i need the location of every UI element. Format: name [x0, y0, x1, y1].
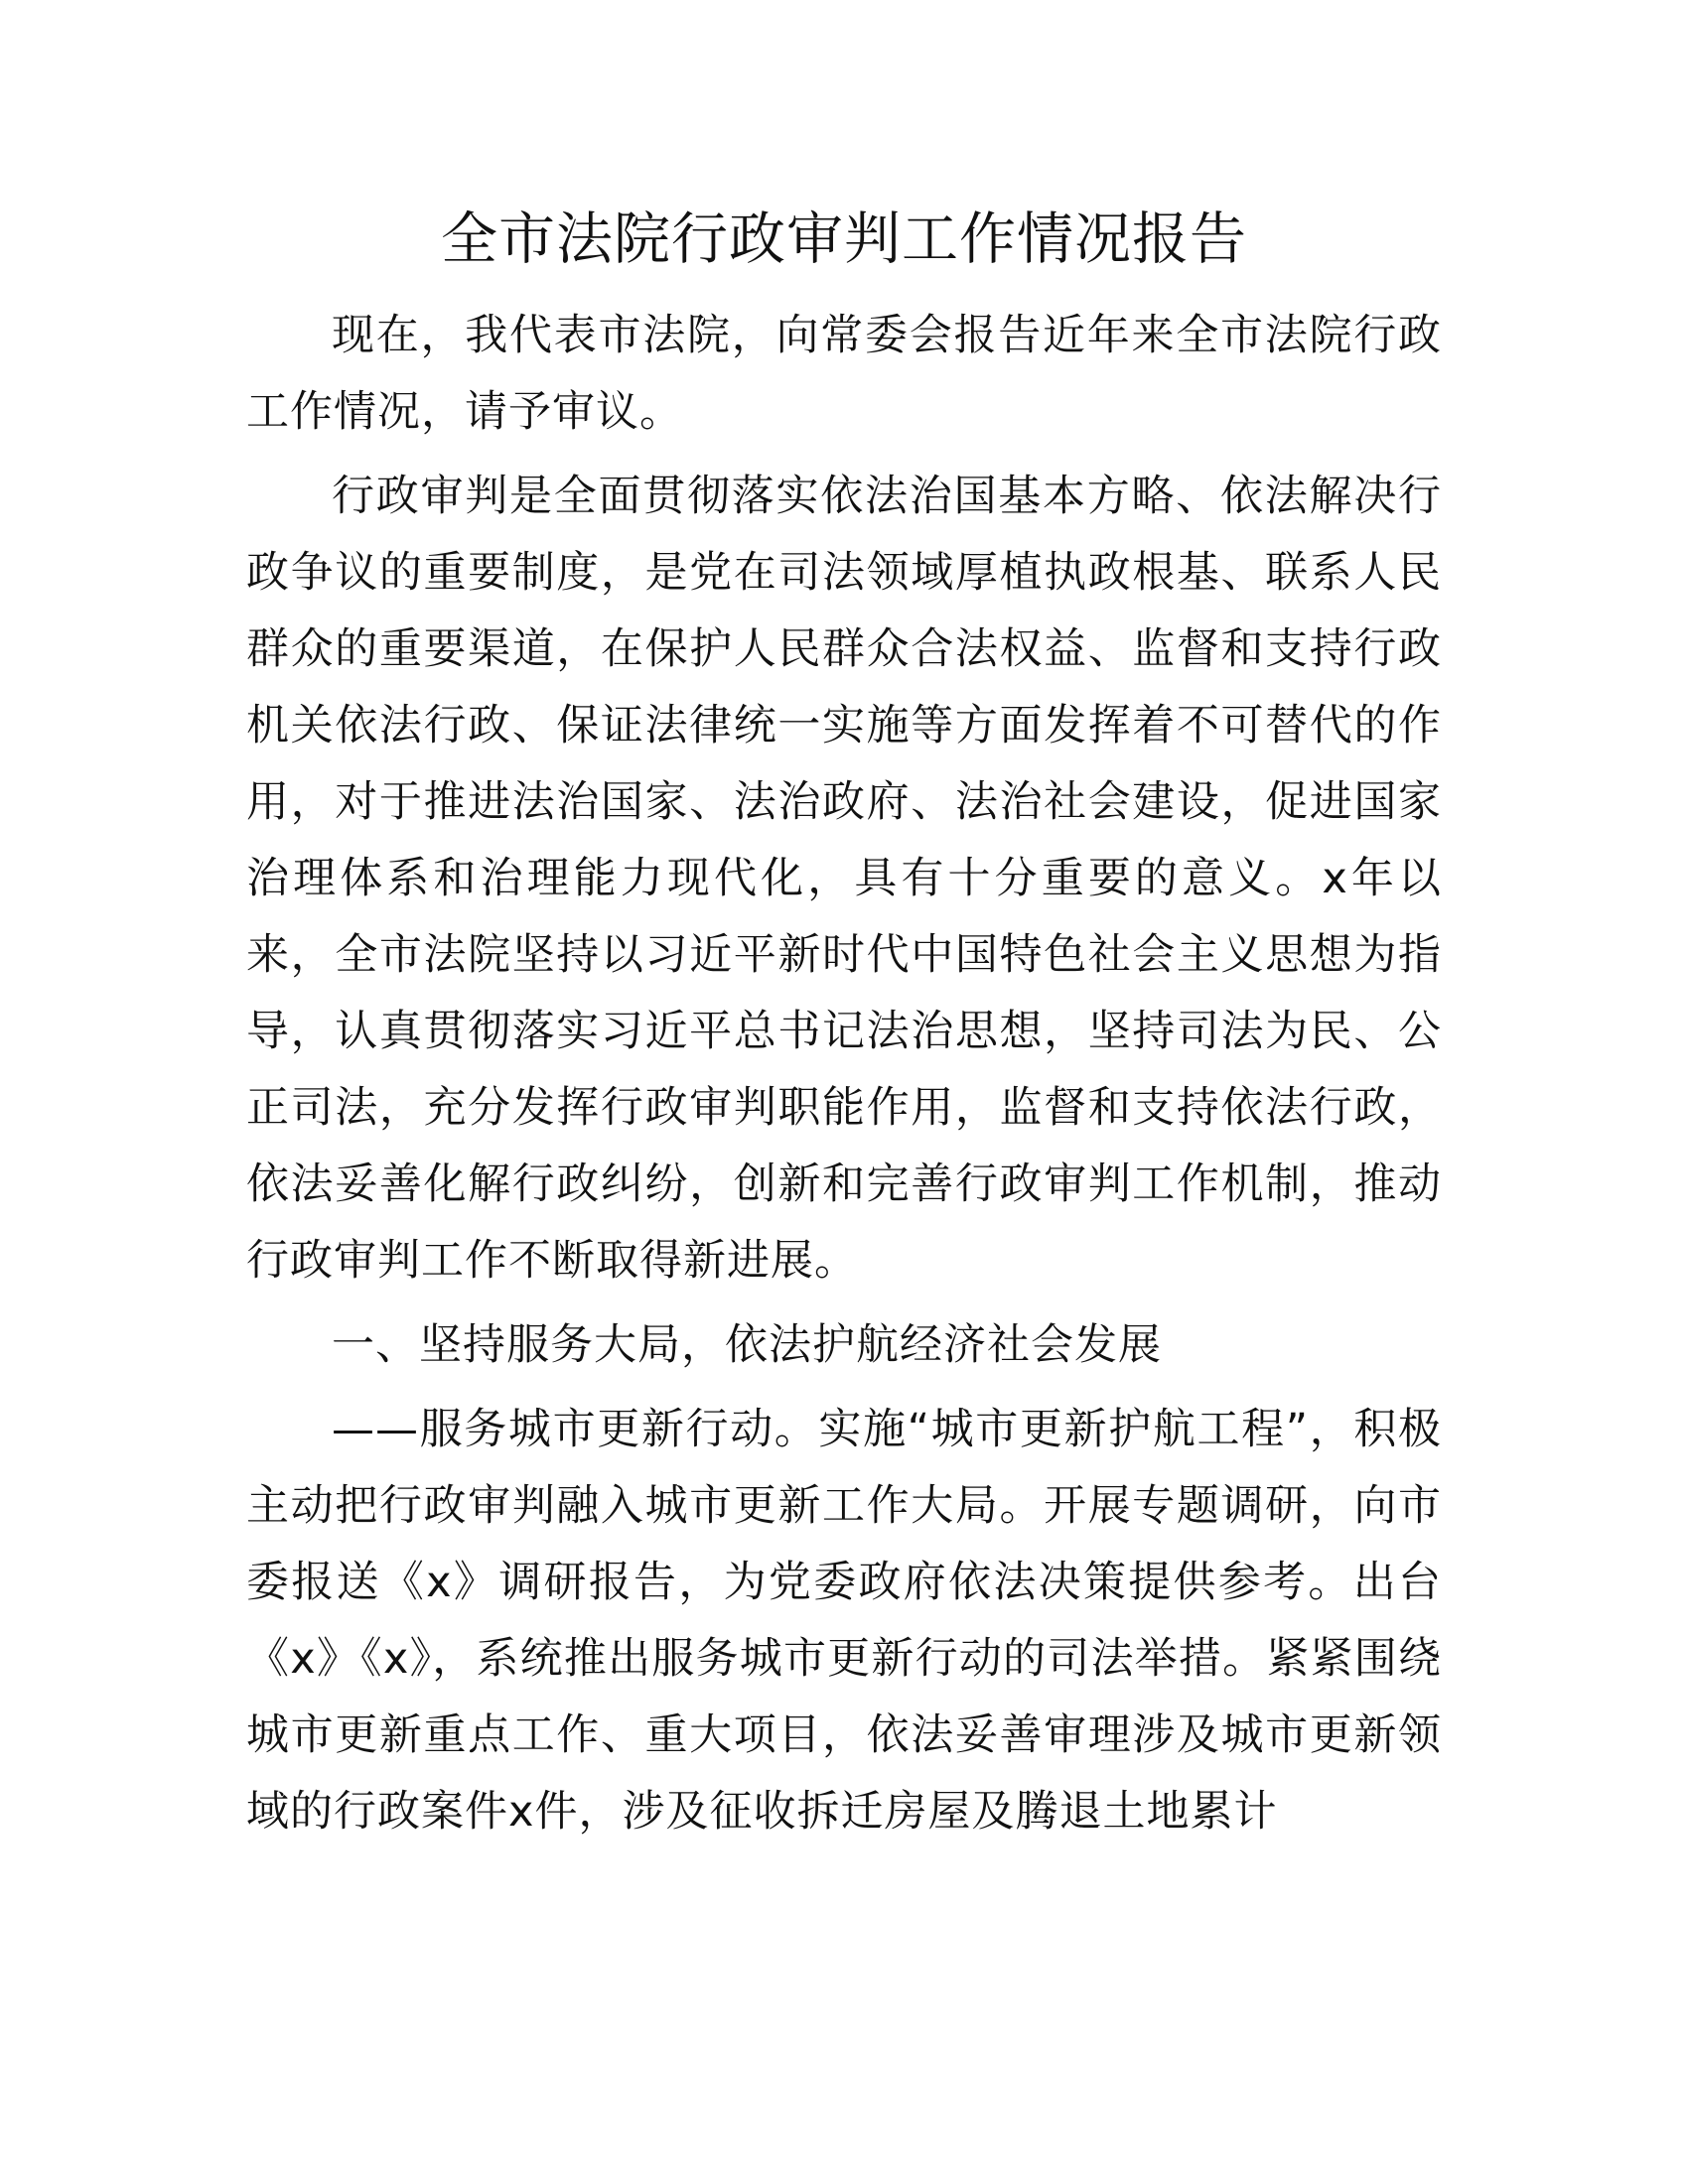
paragraph-intro: 现在，我代表市法院，向常委会报告近年来全市法院行政工作情况，请予审议。 [246, 311, 1442, 437]
paragraph-urban-renewal: ——服务城市更新行动。实施“城市更新护航工程”，积极主动把行政审判融入城市更新工作大局。开展专题调研，向市委报送《x》调研报告，为党委政府依法决策提供参考。出台《x》《x》，系统推出服务城市更新行动的司法举措。紧紧围绕城市更新重点工作、重大项目，依法妥善审理涉及城市更新领域的行政案件x件，涉及征收拆迁房屋及腾退土地累计 [246, 1405, 1442, 1837]
paragraph-overview: 行政审判是全面贯彻落实依法治国基本方略、依法解决行政争议的重要制度，是党在司法领域厚植执政根基、联系人民群众的重要渠道，在保护人民群众合法权益、监督和支持行政机关依法行政、保证法律统一实施等方面发挥着不可替代的作用，对于推进法治国家、法治政府、法治社会建设，促进国家治理体系和治理能力现代化，具有十分重要的意义。x年以来，全市法院坚持以习近平新时代中国特色社会主义思想为指导，认真贯彻落实习近平总书记法治思想，坚持司法为民、公正司法，充分发挥行政审判职能作用，监督和支持依法行政，依法妥善化解行政纠纷，创新和完善行政审判工作机制，推动行政审判工作不断取得新进展。 [246, 472, 1442, 1286]
document-body [246, 298, 1442, 1850]
section-heading-1: 一、坚持服务大局，依法护航经济社会发展 [332, 1320, 1162, 1370]
document-title: 全市法院行政审判工作情况报告 [441, 206, 1247, 272]
